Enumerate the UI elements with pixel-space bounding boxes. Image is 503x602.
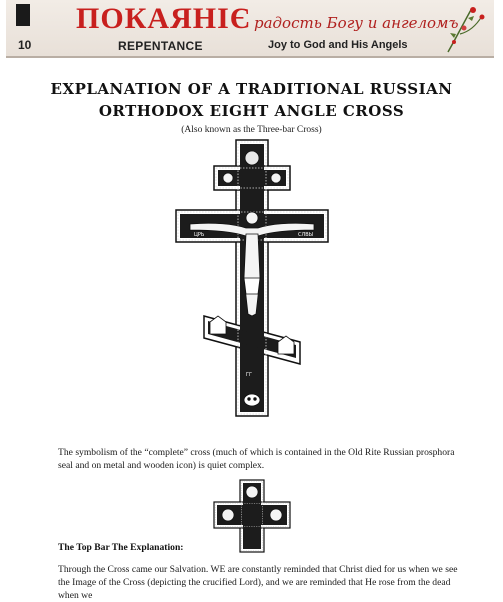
banner-title-russian: ПОКАЯНІЄ xyxy=(76,2,252,35)
document-title-line2: ORTHODOX EIGHT ANGLE CROSS xyxy=(98,102,405,120)
banner-tagline-russian: радость Богу и ангеломъ xyxy=(254,14,459,32)
cross-top-bar-detail-icon xyxy=(212,478,292,554)
header-banner xyxy=(6,0,494,58)
svg-text:СЛВЫ: СЛВЫ xyxy=(298,232,314,238)
issue-marker xyxy=(16,4,30,26)
intro-paragraph: The symbolism of the “complete” cross (much of which is contained in the Old Rite Russian prosphora seal and on metal and wooden icon) is quiet complex. xyxy=(58,447,455,471)
svg-text:ЦРЬ: ЦРЬ xyxy=(194,232,205,238)
salvation-paragraph: Through the Cross came our Salvation. WE are constantly reminded that Christ died for us when we see the Image of the Cross (depicting the crucified Lord), and we are reminded that He rose from the dead when we xyxy=(58,564,458,601)
banner-title-english: REPENTANCE xyxy=(118,39,203,53)
svg-text:ГГ: ГГ xyxy=(246,372,253,378)
section-heading: The Top Bar The Explanation: xyxy=(58,542,184,553)
document-subtitle: (Also known as the Three-bar Cross) xyxy=(181,125,322,135)
floral-ornament-icon xyxy=(442,4,488,54)
issue-number: 10 xyxy=(18,38,32,52)
document-title-line1: EXPLANATION OF A TRADITIONAL RUSSIAN xyxy=(50,80,453,98)
banner-tagline-english: Joy to God and His Angels xyxy=(268,39,408,51)
orthodox-cross-icon xyxy=(174,138,330,422)
